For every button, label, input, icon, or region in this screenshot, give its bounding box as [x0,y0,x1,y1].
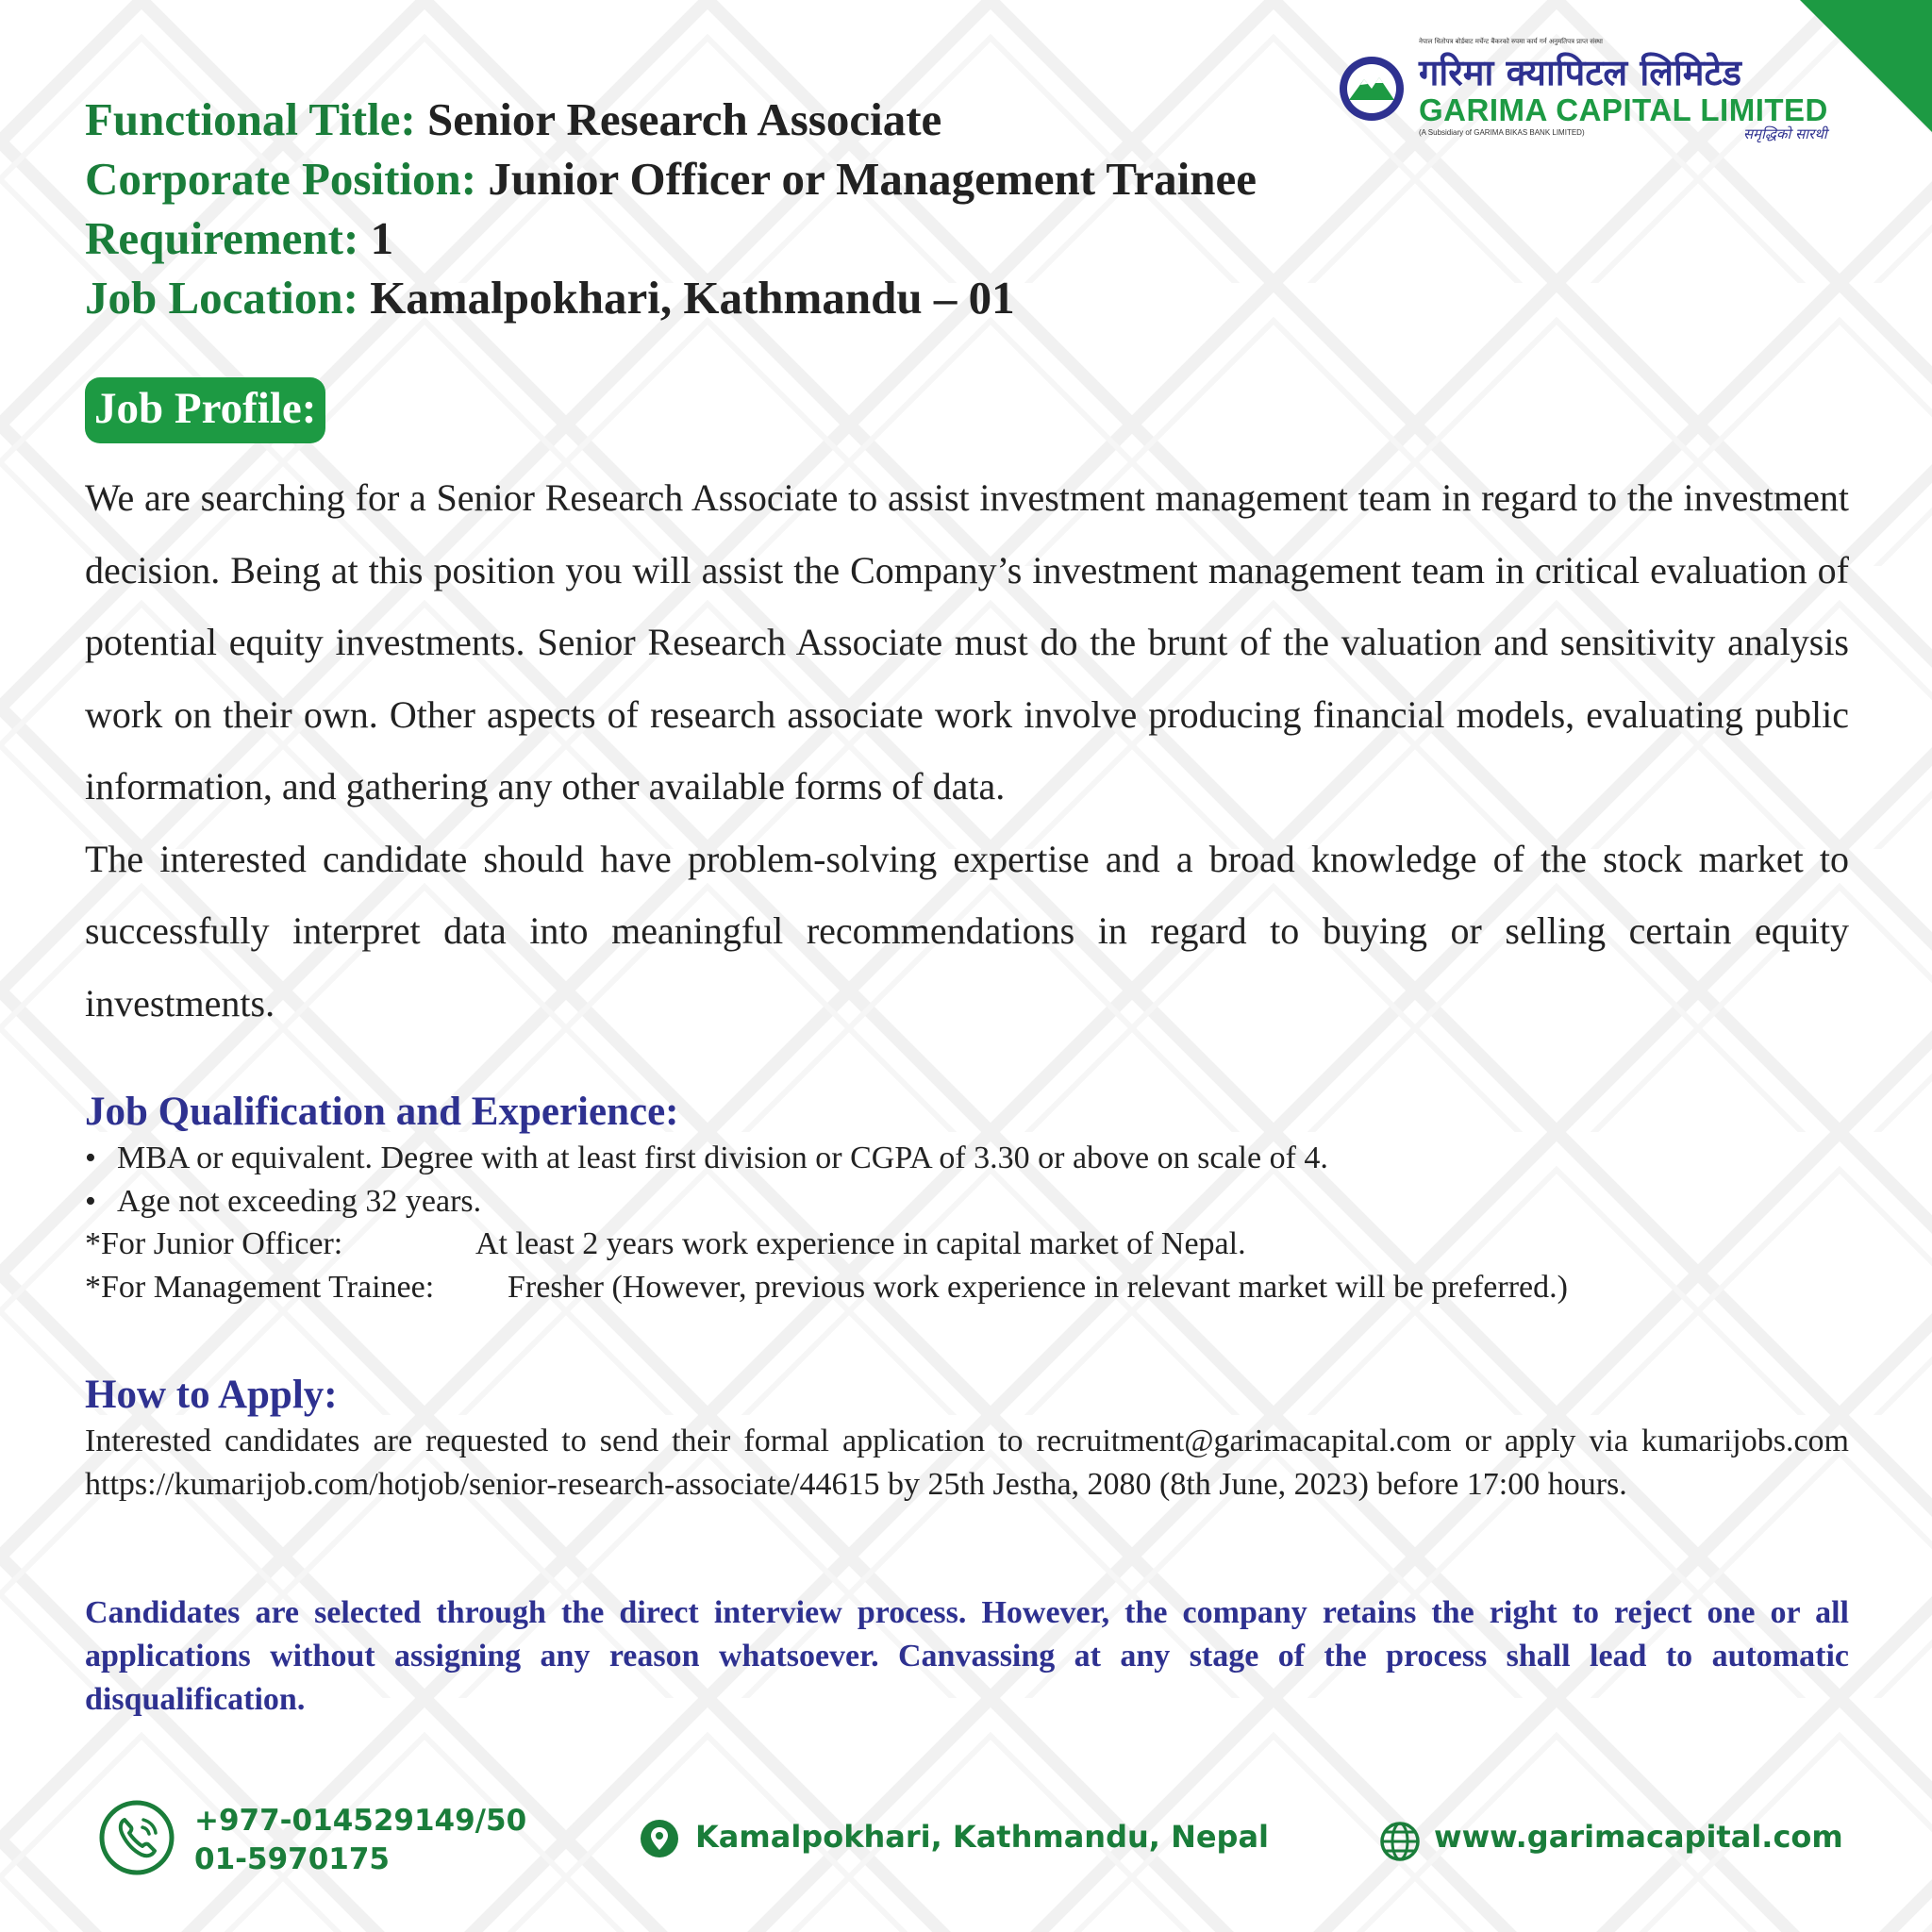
job-profile-text [85,462,1849,1040]
contact-footer [0,1755,1932,1876]
qualification-item [85,1137,1568,1180]
job-location [85,272,1015,324]
functional-title-label: Functional Title: [85,93,416,145]
qualification-text: MBA or equivalent. Degree with at least first division or CGPA of 3.30 or above on scale of 4. [117,1141,1328,1175]
how-to-apply-text: Interested candidates are requested to send their formal application to recruitment@garimacapital.com or apply via kumarijobs.com https://kumarijob.com/hotjob/senior-research-associate/44615 by 25th Jestha, 2080 (8th June, 2023) before 17:00 hours. [85,1424,1849,1502]
corporate-position-value: Junior Officer or Management Trainee [488,153,1257,205]
logo-name-english: GARIMA CAPITAL LIMITED [1419,92,1828,127]
job-profile-paragraph-2: The interested candidate should have problem-solving expertise and a broad knowledge of the stock market to successfully interpret data into meaningful recommendations in regard to buying or selling certain equity investments. [85,837,1849,1024]
website-link[interactable]: www.garimacapital.com [1434,1819,1843,1855]
job-location-value: Kamalpokhari, Kathmandu – 01 [370,272,1015,324]
selection-notice: Candidates are selected through the direct interview process. However, the company retains the right to reject one or all applications without assigning any reason whatsoever. Canvassing at any stage of the process shall lead to automatic disqualification. [85,1595,1849,1717]
how-to-apply-heading: How to Apply: [85,1373,338,1417]
job-profile-heading: Job Profile: [85,377,325,443]
qualification-text: Age not exceeding 32 years. [117,1183,482,1219]
company-logo [1338,28,1857,151]
logo-subsidiary: (A Subsidiary of GARIMA BIKAS BANK LIMITED) [1419,128,1585,137]
experience-label: *For Management Trainee: [85,1269,435,1305]
requirement-value: 1 [370,212,394,264]
phone-icon [98,1799,175,1876]
phone-number-1[interactable]: +977-014529149/50 [194,1804,527,1838]
globe-icon [1379,1821,1421,1862]
qualification-heading: Job Qualification and Experience: [85,1090,679,1134]
logo-slogan: समृद्धिको सारथी [1743,125,1827,142]
mountain-emblem-icon [1338,55,1406,123]
phone-numbers [194,1802,526,1879]
corporate-position [85,153,1257,205]
location-pin-icon [640,1819,679,1858]
experience-value: Fresher (However, previous work experience in relevant market will be preferred.) [508,1269,1568,1305]
job-profile-paragraph-1: We are searching for a Senior Research Associate to assist investment management team in regard to the investment decision. Being at this position you will assist the Company’s investment management team in critical evaluation of potential equity investments. Senior Research Associate must do the brunt of the valuation and sensitivity analysis work on their own. Other aspects of research associate work involve producing financial models, evaluating public information, and gathering any other available forms of data. [85,476,1849,808]
experience-item [85,1223,1568,1266]
functional-title [85,93,942,145]
experience-value: At least 2 years work experience in capital market of Nepal. [475,1226,1246,1261]
bullet-marker: • [85,1141,96,1175]
requirement [85,212,394,264]
experience-item [85,1266,1568,1309]
office-address: Kamalpokhari, Kathmandu, Nepal [695,1819,1270,1855]
phone-number-2[interactable]: 01-5970175 [194,1842,390,1876]
qualification-list [85,1137,1568,1308]
functional-title-value: Senior Research Associate [427,93,942,145]
bullet-marker: • [85,1183,96,1219]
experience-label: *For Junior Officer: [85,1226,343,1261]
logo-name-nepali: गरिमा क्यापिटल लिमिटेड [1419,52,1742,93]
qualification-item [85,1180,1568,1224]
requirement-label: Requirement: [85,212,359,264]
job-location-label: Job Location: [85,272,358,324]
corporate-position-label: Corporate Position: [85,153,477,205]
logo-tagline: नेपाल धितोपत्र बोर्डबाट मर्चेन्ट बैंकरको रुपमा कार्य गर्न अनुमतिपत्र प्राप्त संस्था [1419,38,1603,45]
